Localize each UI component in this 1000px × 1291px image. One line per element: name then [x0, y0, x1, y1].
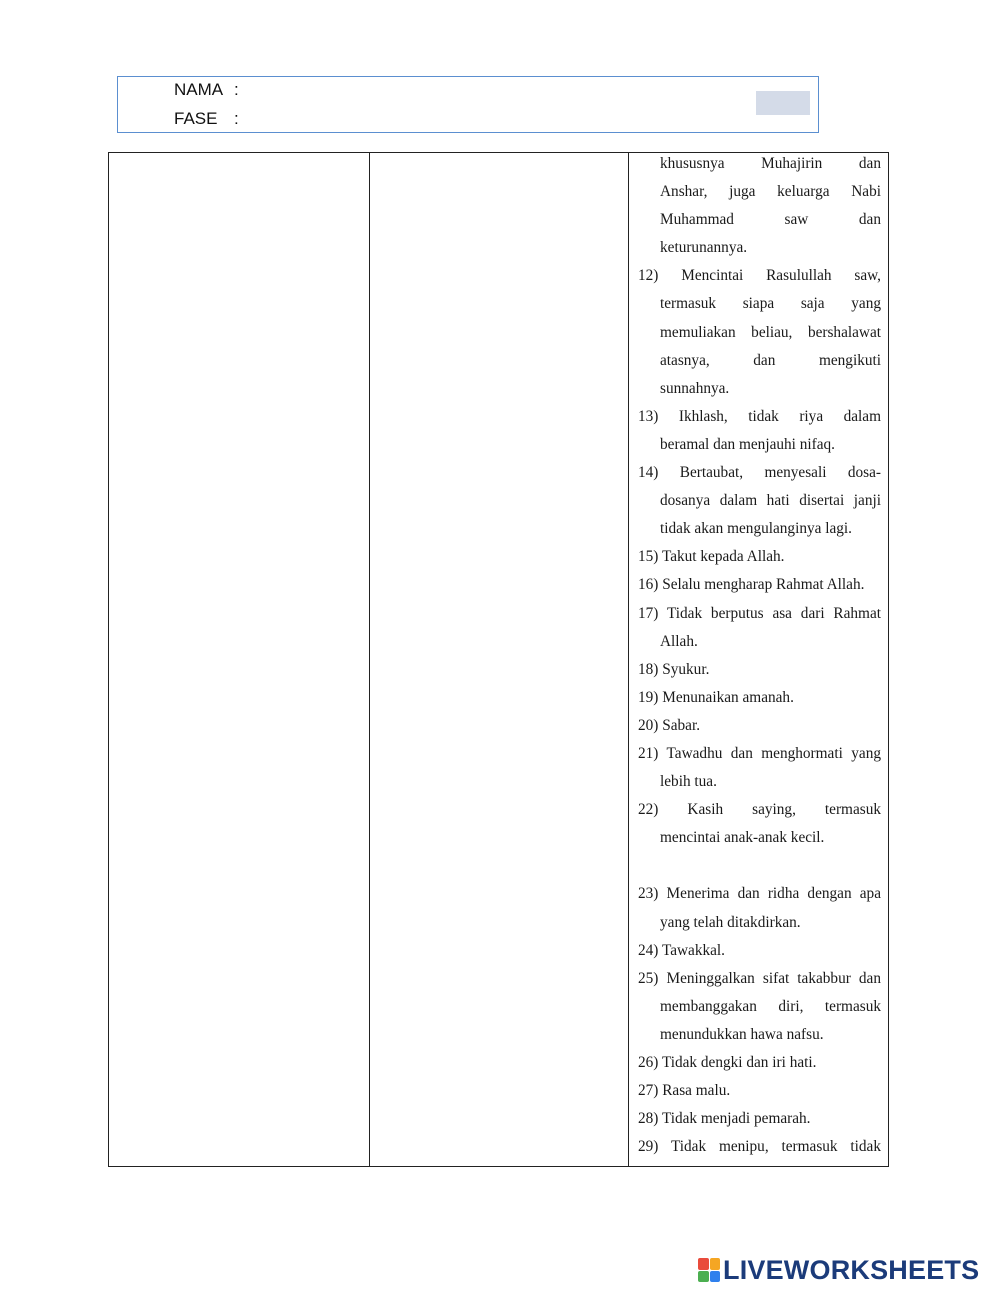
logo-square-4: [710, 1271, 721, 1283]
list-item-line: atasnya, dan mengikuti: [660, 351, 881, 369]
list-item-line: 29) Tidak menipu, termasuk tidak: [638, 1138, 881, 1156]
list-item-line: termasuk siapa saja yang: [660, 295, 881, 313]
list-item-line: 19) Menunaikan amanah.: [638, 688, 794, 706]
list-item-line: 22) Kasih saying, termasuk: [638, 801, 881, 819]
list-item-line: khususnya Muhajirin dan: [660, 155, 881, 172]
list-item-line: tidak akan mengulanginya lagi.: [660, 520, 853, 538]
list-item-line: Anshar, juga keluarga Nabi: [660, 183, 881, 201]
liveworksheets-logo: [698, 1255, 979, 1285]
logo-square-1: [698, 1258, 709, 1270]
list-item-line: keturunannya.: [660, 239, 748, 257]
list-item-line: beramal dan menjauhi nifaq.: [660, 435, 835, 453]
list-item-line: menundukkan hawa nafsu.: [660, 1025, 824, 1043]
list-item-line: 24) Tawakkal.: [638, 941, 726, 959]
content-table: [108, 152, 889, 1167]
column-divider-2: [628, 153, 629, 1166]
phase-label: FASE: [174, 109, 218, 128]
column-divider-1: [369, 153, 370, 1166]
logo-square-2: [710, 1258, 721, 1270]
list-item-line: 26) Tidak dengki dan iri hati.: [638, 1054, 817, 1071]
list-item-line: 25) Meninggalkan sifat takabbur dan: [638, 969, 881, 987]
list-item-line: 23) Menerima dan ridha dengan apa: [638, 885, 881, 903]
list-spacer: [638, 852, 881, 880]
list-item-line: Allah.: [660, 632, 698, 650]
list-item-line: membanggakan diri, termasuk: [660, 997, 881, 1015]
name-label: NAMA: [174, 80, 224, 99]
list-item-line: 27) Rasa malu.: [638, 1082, 731, 1100]
column-3-list: [638, 150, 881, 1161]
list-item-line: 14) Bertaubat, menyesali dosa-: [638, 464, 881, 482]
list-item-line: 15) Takut kepada Allah.: [638, 548, 785, 566]
list-item-line: memuliakan beliau, bershalawat: [660, 323, 881, 341]
list-item-line: 21) Tawadhu dan menghormati yang: [638, 744, 881, 762]
list-item-line: 13) Ikhlash, tidak riya dalam: [638, 407, 881, 425]
list-item-line: 12) Mencintai Rasulullah saw,: [638, 267, 881, 285]
liveworksheets-logo-icon: [698, 1258, 720, 1282]
list-item-line: Muhammad saw dan: [660, 211, 881, 229]
list-item-line: 20) Sabar.: [638, 716, 701, 734]
list-item-line: dosanya dalam hati disertai janji: [660, 492, 881, 510]
list-item-line: yang telah ditakdirkan.: [660, 913, 801, 931]
brand-name: LIVEWORKSHEETS: [723, 1254, 980, 1285]
student-info-header: [117, 76, 819, 133]
phase-label-row: [174, 109, 239, 129]
list-item-line: 16) Selalu mengharap Rahmat Allah.: [638, 576, 865, 594]
answer-input-field[interactable]: [756, 91, 810, 115]
logo-square-3: [698, 1271, 709, 1283]
list-item-line: 17) Tidak berputus asa dari Rahmat: [638, 604, 881, 622]
list-item-line: sunnahnya.: [660, 379, 730, 397]
name-colon: :: [234, 80, 239, 99]
list-item-line: 28) Tidak menjadi pemarah.: [638, 1110, 811, 1128]
list-item-line: lebih tua.: [660, 773, 717, 791]
name-label-row: [174, 80, 239, 100]
list-item-line: mencintai anak-anak kecil.: [660, 829, 825, 847]
list-item-line: 18) Syukur.: [638, 660, 710, 678]
phase-colon: :: [234, 109, 239, 128]
